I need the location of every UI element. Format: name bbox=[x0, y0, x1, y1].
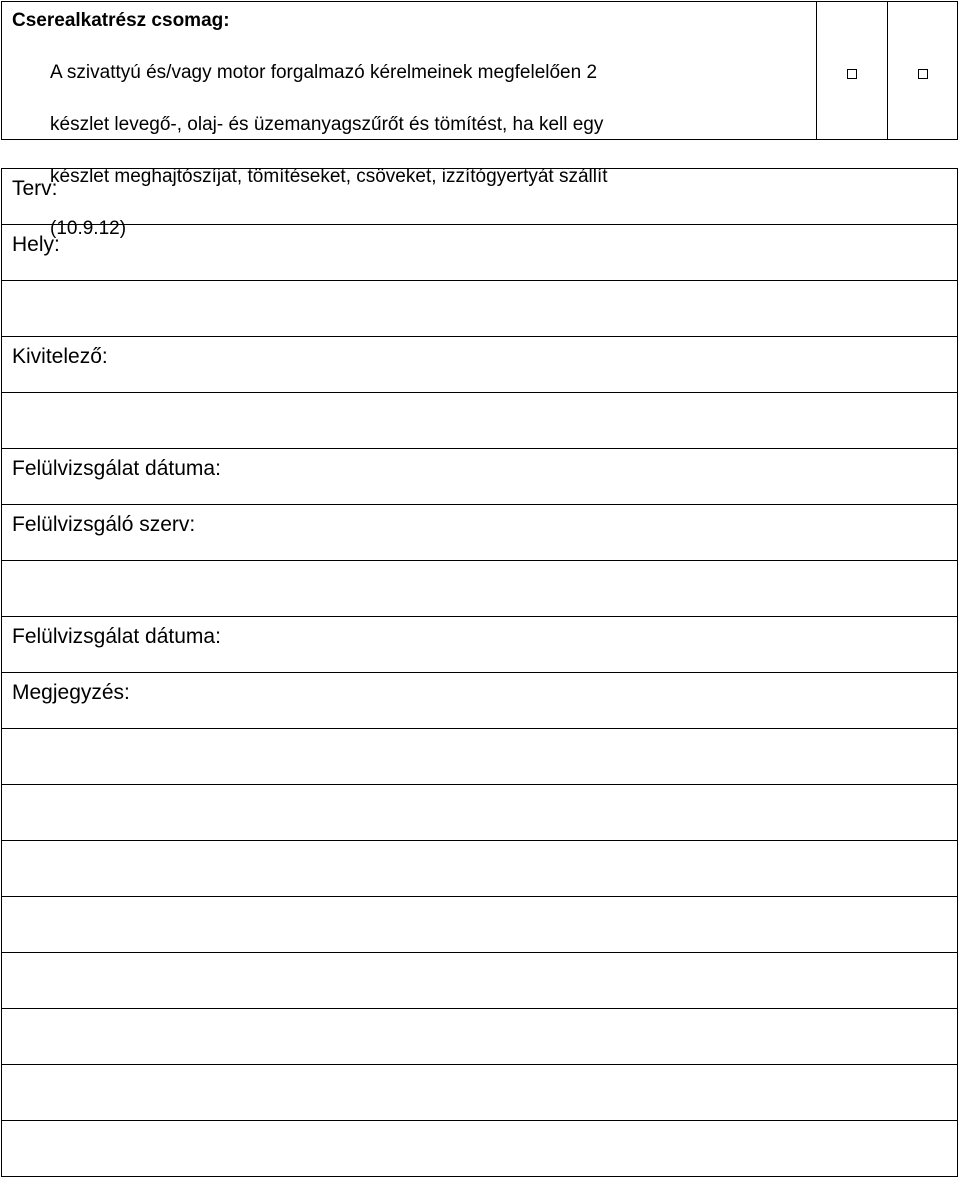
form-row-felülvizsgálat-dátuma[interactable] bbox=[2, 617, 957, 673]
checkbox-1[interactable] bbox=[847, 69, 857, 79]
form-row-blank[interactable] bbox=[2, 1121, 957, 1177]
form-row-hely[interactable] bbox=[2, 225, 957, 281]
form-row-label: Felülvizsgáló szerv: bbox=[12, 513, 196, 536]
form-row-label: Hely: bbox=[12, 233, 60, 256]
form-row-kivitelező[interactable] bbox=[2, 337, 957, 393]
checkbox-cell-1 bbox=[817, 2, 888, 139]
form-row-blank[interactable] bbox=[2, 561, 957, 617]
checkbox-cell-2 bbox=[888, 2, 957, 139]
form-row-felülvizsgáló-szerv[interactable] bbox=[2, 505, 957, 561]
inspection-form bbox=[1, 168, 958, 1177]
form-row-blank[interactable] bbox=[2, 1065, 957, 1121]
form-row-label: Felülvizsgálat dátuma: bbox=[12, 625, 221, 648]
description-line-3: készlet meghajtószíjat, tömítéseket, csöveket, izzítógyertyát szállít bbox=[50, 166, 608, 187]
form-row-blank[interactable] bbox=[2, 281, 957, 337]
form-row-label: Kivitelező: bbox=[12, 345, 108, 368]
form-row-blank[interactable] bbox=[2, 841, 957, 897]
form-row-label: Felülvizsgálat dátuma: bbox=[12, 457, 221, 480]
form-row-blank[interactable] bbox=[2, 953, 957, 1009]
form-row-blank[interactable] bbox=[2, 729, 957, 785]
form-row-blank[interactable] bbox=[2, 785, 957, 841]
form-row-felülvizsgálat-dátuma[interactable] bbox=[2, 449, 957, 505]
form-row-blank[interactable] bbox=[2, 393, 957, 449]
form-row-terv[interactable] bbox=[2, 169, 957, 225]
form-row-blank[interactable] bbox=[2, 1009, 957, 1065]
description-line-1: A szivattyú és/vagy motor forgalmazó kérelmeinek megfelelően 2 bbox=[50, 62, 598, 83]
form-row-megjegyzés[interactable] bbox=[2, 673, 957, 729]
spare-parts-heading: Cserealkatrész csomag: bbox=[12, 10, 230, 31]
description-line-2: készlet levegő-, olaj- és üzemanyagszűrőt és tömítést, ha kell egy bbox=[50, 114, 604, 135]
form-row-label: Megjegyzés: bbox=[12, 681, 130, 704]
form-row-blank[interactable] bbox=[2, 897, 957, 953]
checkbox-2[interactable] bbox=[918, 69, 928, 79]
form-row-label: Terv: bbox=[12, 177, 58, 200]
description-line-4: (10.9.12) bbox=[50, 218, 127, 239]
